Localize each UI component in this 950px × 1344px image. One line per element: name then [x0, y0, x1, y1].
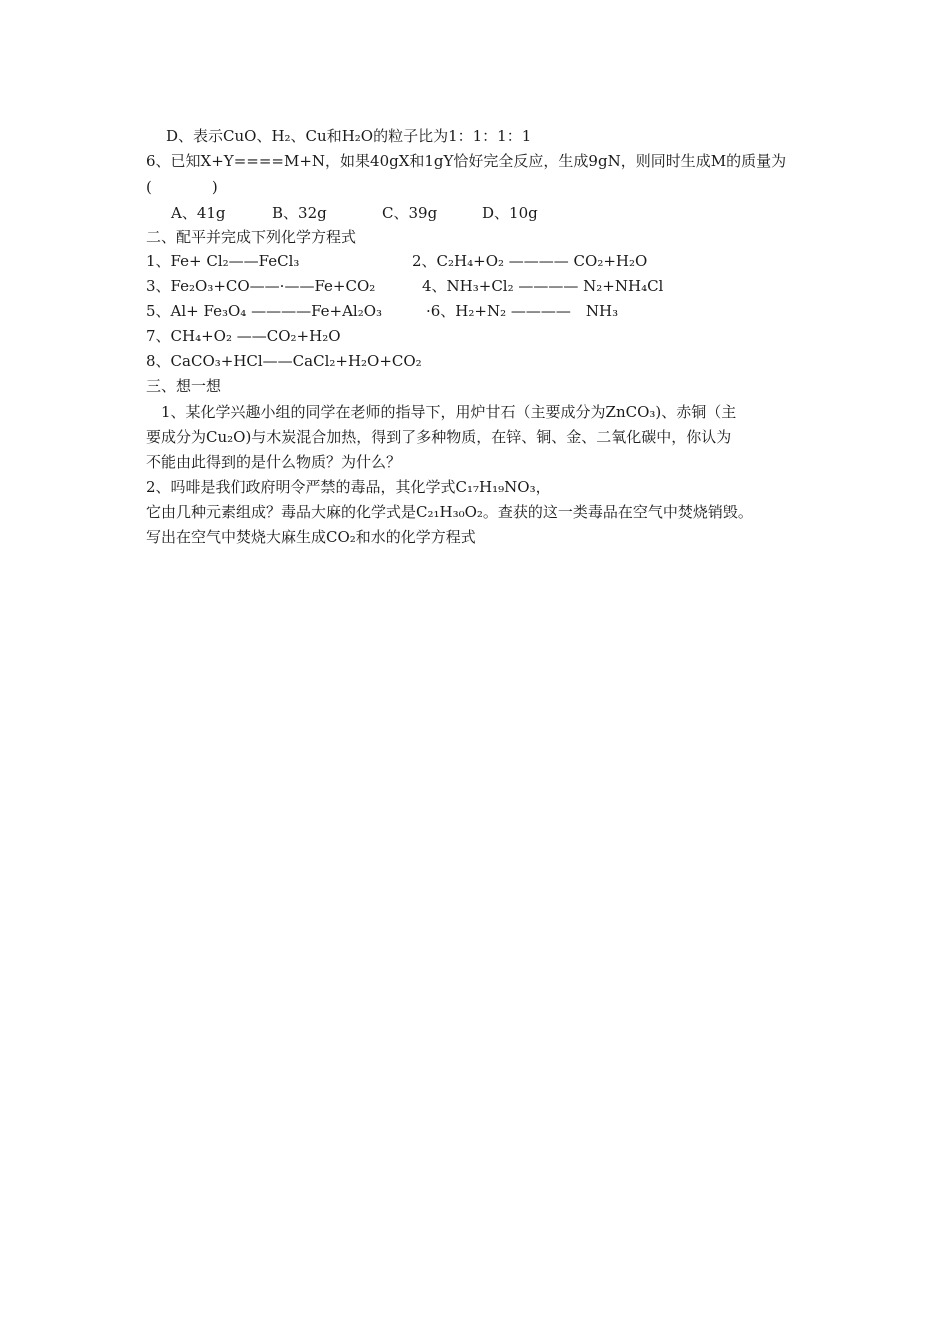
equation-4: 4、NH₃+Cl₂ ———— N₂+NH₄Cl	[422, 277, 664, 295]
equation-6: ·6、H₂+N₂ ———— NH₃	[426, 302, 619, 320]
q6-option-c: C、39g	[382, 204, 438, 222]
problem1-line1: 1、某化学兴趣小组的同学在老师的指导下，用炉甘石（主要成分为ZnCO₃)、赤铜（主	[161, 403, 737, 421]
problem1-line2: 要成分为Cu₂O)与木炭混合加热，得到了多种物质，在锌、铜、金、二氧化碳中，你认为	[146, 428, 732, 446]
equation-5: 5、Al+ Fe₃O₄ ————Fe+Al₂O₃	[146, 302, 383, 320]
problem1-line3: 不能由此得到的是什么物质？为什么？	[146, 453, 402, 471]
equation-2: 2、C₂H₄+O₂ ———— CO₂+H₂O	[412, 252, 648, 270]
q6-answer-blank: ( )	[146, 178, 218, 196]
equation-7: 7、CH₄+O₂ ——CO₂+H₂O	[146, 327, 341, 345]
q6-option-b: B、32g	[272, 204, 327, 222]
q5-option-d: D、表示CuO、H₂、Cu和H₂O的粒子比为1：1：1：1	[166, 127, 532, 145]
q6-option-d: D、10g	[482, 204, 538, 222]
section3-title: 三、想一想	[146, 377, 222, 395]
q6-option-a: A、41g	[171, 204, 226, 222]
section2-title: 二、配平并完成下列化学方程式	[146, 228, 357, 246]
equation-3: 3、Fe₂O₃+CO——·——Fe+CO₂	[146, 277, 376, 295]
equation-8: 8、CaCO₃+HCl——CaCl₂+H₂O+CO₂	[146, 352, 422, 370]
equation-1: 1、Fe+ Cl₂——FeCl₃	[146, 252, 300, 270]
problem2-line1: 2、吗啡是我们政府明令严禁的毒品，其化学式C₁₇H₁₉NO₃，	[146, 478, 551, 496]
q6-stem: 6、已知X+Y====M+N，如果40gX和1gY恰好完全反应，生成9gN，则同时生成M的质量为	[146, 152, 787, 170]
problem2-line3: 写出在空气中焚烧大麻生成CO₂和水的化学方程式	[146, 528, 476, 546]
problem2-line2: 它由几种元素组成？毒品大麻的化学式是C₂₁H₃₀O₂。查获的这一类毒品在空气中焚烧销毁。	[146, 503, 753, 521]
